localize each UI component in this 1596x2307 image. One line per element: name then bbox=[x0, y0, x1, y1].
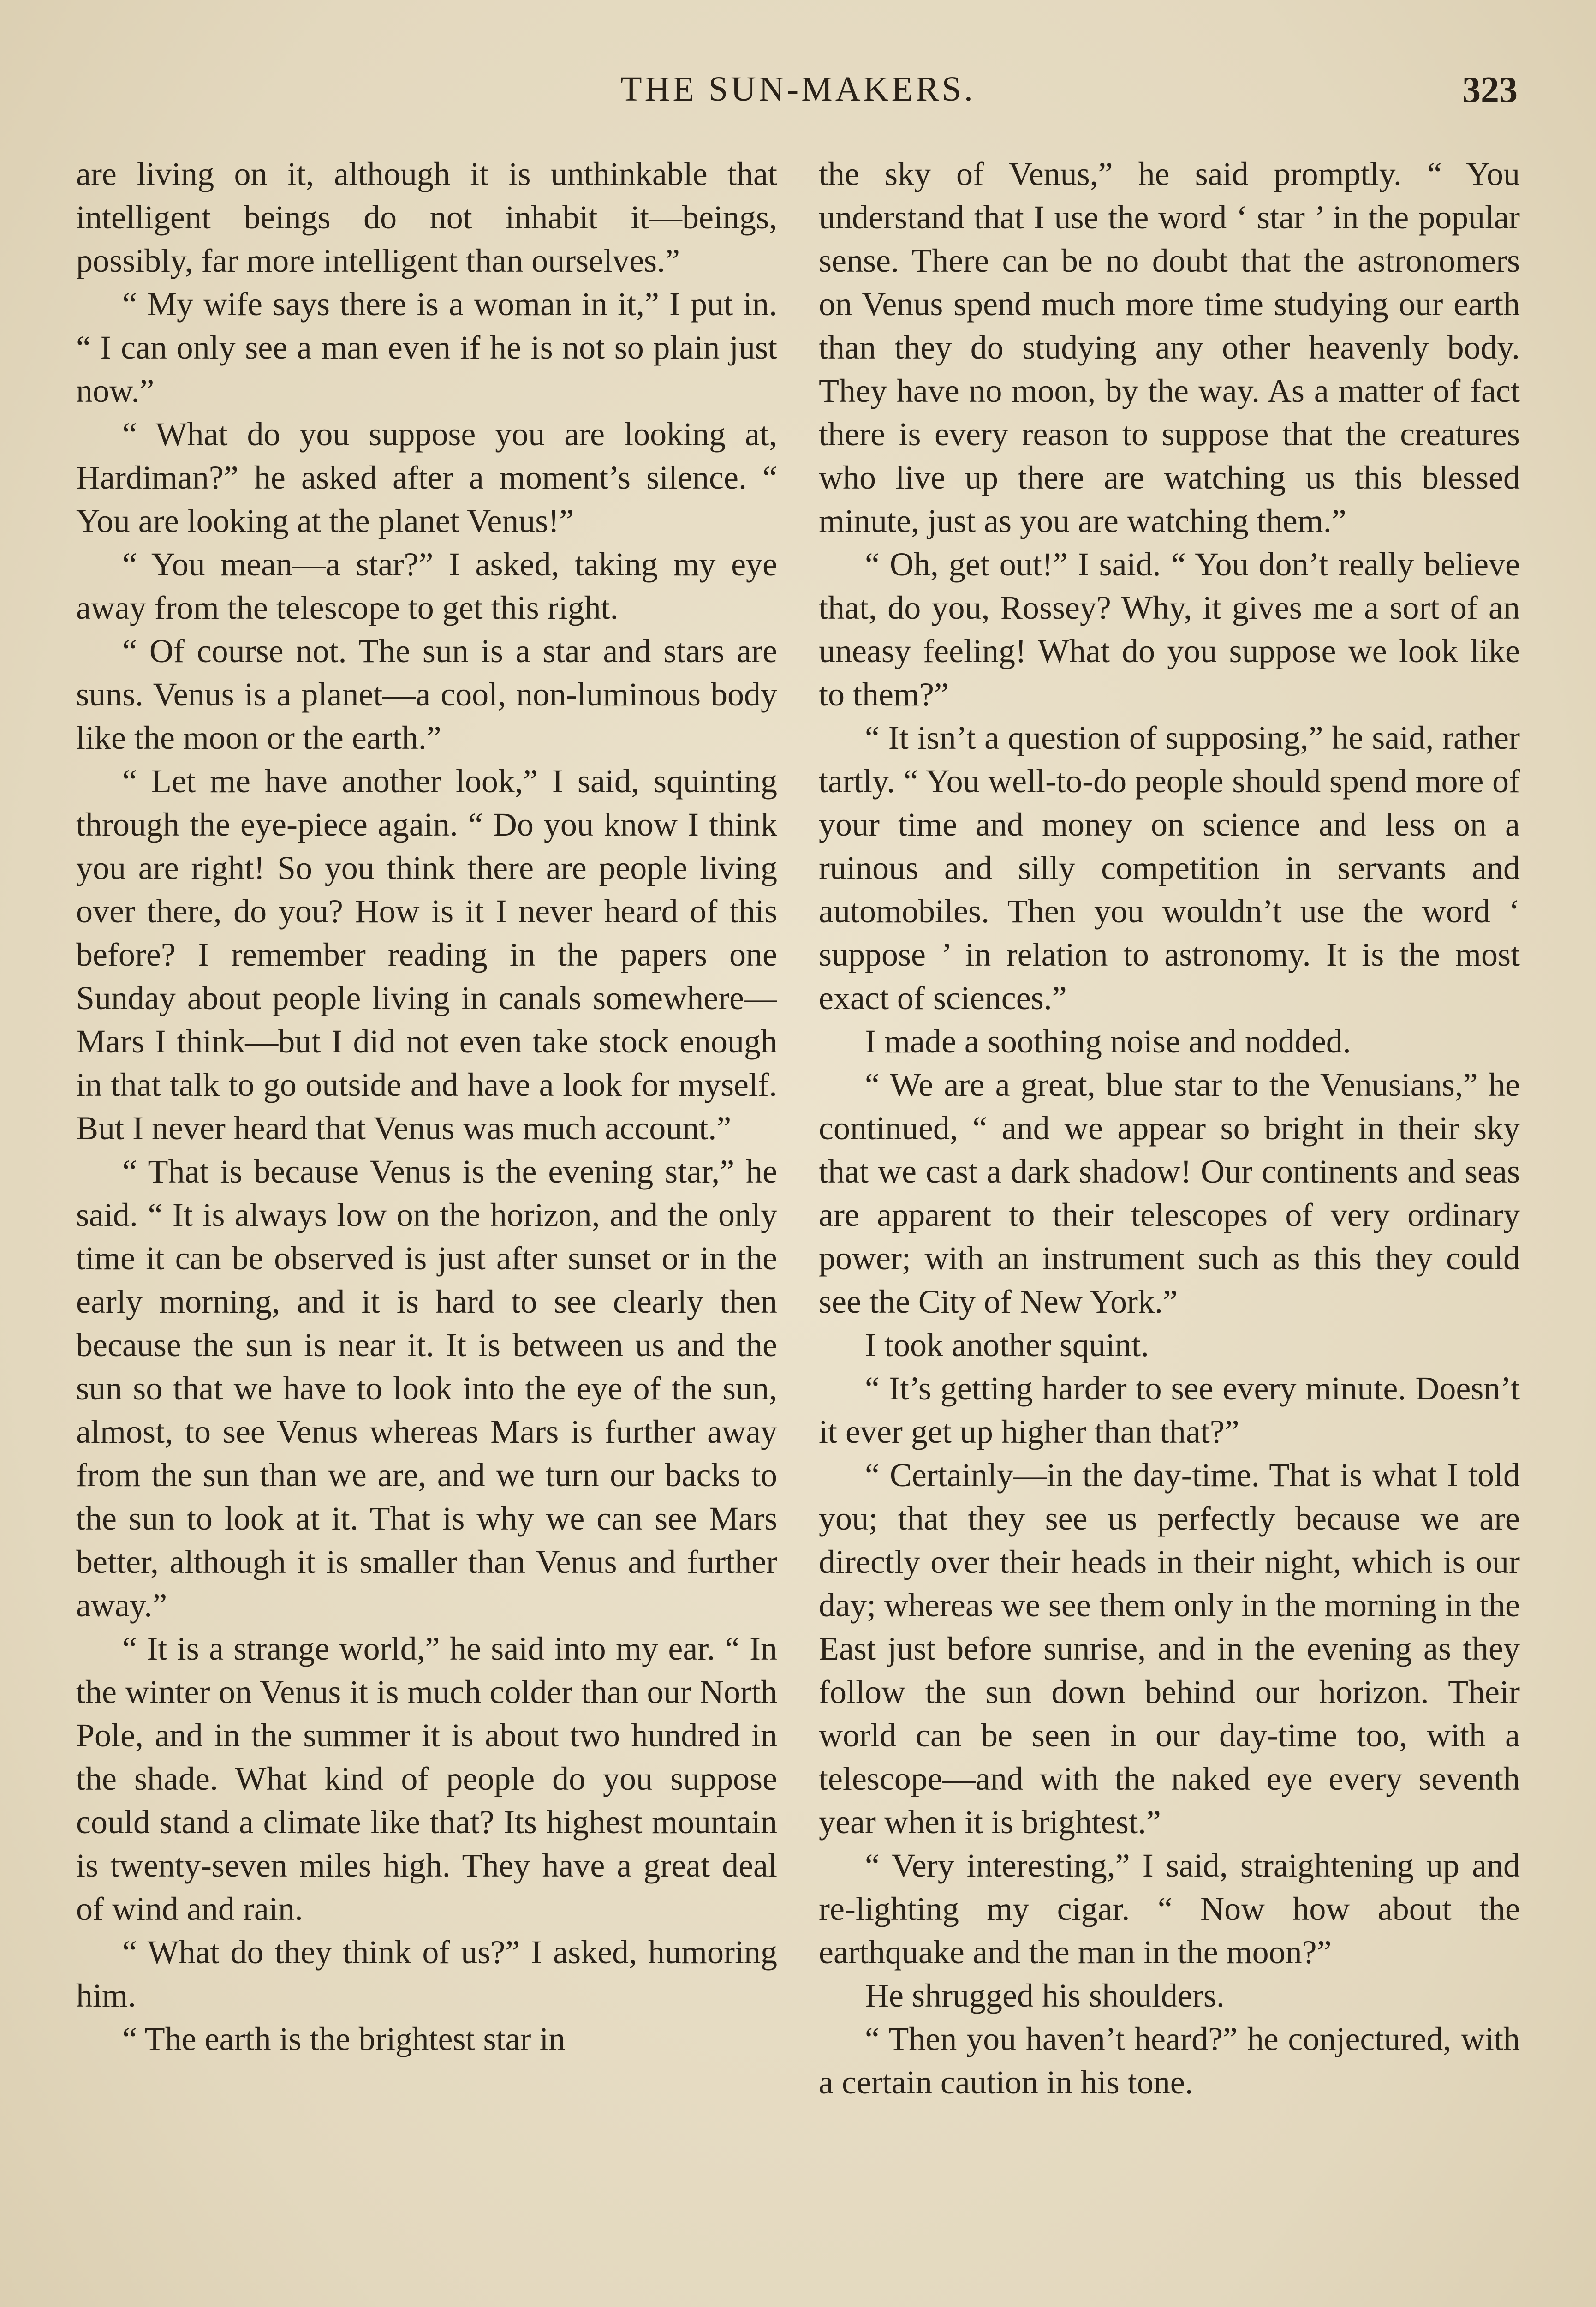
paragraph: “ Certainly—in the day-time. That is what I told you; that they see us perfectly because we are directly over their heads in their night, which is our day; whereas we see them only in the morning in the East just before sunrise, and in the evening as they follow the sun down behind our horizon. Their world can be seen in our day-time too, with a telescope—and with the naked eye every seventh year when it is brightest.” bbox=[819, 1457, 1520, 1841]
paragraph: “ The earth is the brightest star in bbox=[122, 2020, 566, 2057]
text-columns bbox=[76, 152, 1520, 2307]
paragraph: “ It’s getting harder to see every minute. Doesn’t it ever get up higher than that?” bbox=[819, 1370, 1520, 1450]
page-header bbox=[0, 69, 1596, 120]
paragraph: “ Oh, get out!” I said. “ You don’t really believe that, do you, Rossey? Why, it gives me a sort of an uneasy feeling! What do you suppose we look like to them?” bbox=[819, 546, 1520, 713]
right-column bbox=[819, 152, 1520, 2307]
left-column bbox=[76, 152, 777, 2307]
paragraph: the sky of Venus,” he said promptly. “ You understand that I use the word ‘ star ’ in the popular sense. There can be no doubt that the astronomers on Venus spend much more time studying our earth than they do studying any other heavenly body. They have no moon, by the way. As a matter of fact there is every reason to suppose that the creatures who live up there are watching us this blessed minute, just as you are watching them.” bbox=[819, 155, 1520, 539]
paragraph: “ Let me have another look,” I said, squinting through the eye-piece again. “ Do you know I think you are right! So you think there are people living over there, do you? How is it I never heard of this before? I remember reading in the papers one Sunday about people living in canals somewhere—Mars I think—but I did not even take stock enough in that talk to go outside and have a look for myself. But I never heard that Venus was much account.” bbox=[76, 763, 777, 1147]
paragraph: “ We are a great, blue star to the Venusians,” he continued, “ and we appear so bright in their sky that we cast a dark shadow! Our continents and seas are apparent to their telescopes of very ordinary power; with an instrument such as this they could see the City of New York.” bbox=[819, 1066, 1520, 1320]
paragraph: “ What do they think of us?” I asked, humoring him. bbox=[76, 1934, 777, 2014]
paragraph: “ It isn’t a question of supposing,” he said, rather tartly. “ You well-to-do people should spend more of your time and money on science and less on a ruinous and silly competition in servants and automobiles. Then you wouldn’t use the word ‘ suppose ’ in relation to astronomy. It is the most exact of sciences.” bbox=[819, 719, 1520, 1016]
paragraph: “ You mean—a star?” I asked, taking my eye away from the telescope to get this right. bbox=[76, 546, 777, 626]
paragraph: “ It is a strange world,” he said into my ear. “ In the winter on Venus it is much colder than our North Pole, and in the summer it is about two hundred in the shade. What kind of people do you suppose could stand a climate like that? Its highest mountain is twenty-seven miles high. They have a great deal of wind and rain. bbox=[76, 1630, 777, 1927]
paragraph: are living on it, although it is unthinkable that intelligent beings do not inhabit it—beings, possibly, far more intelligent than ourselves.” bbox=[76, 155, 777, 279]
paragraph: He shrugged his shoulders. bbox=[865, 1977, 1225, 2014]
paragraph: “ My wife says there is a woman in it,” I put in. “ I can only see a man even if he is not so plain just now.” bbox=[76, 286, 777, 409]
paragraph: “ Of course not. The sun is a star and stars are suns. Venus is a planet—a cool, non-luminous body like the moon or the earth.” bbox=[76, 633, 777, 756]
running-title: THE SUN-MAKERS. bbox=[620, 70, 976, 108]
paragraph: “ What do you suppose you are looking at, Hardiman?” he asked after a moment’s silence. “ You are looking at the planet Venus!” bbox=[76, 416, 777, 539]
paragraph: “ Then you haven’t heard?” he conjectured, with a certain caution in his tone. bbox=[819, 2020, 1520, 2101]
page-number: 323 bbox=[1462, 70, 1518, 110]
paragraph: I took another squint. bbox=[865, 1327, 1149, 1363]
paragraph: I made a soothing noise and nodded. bbox=[865, 1023, 1351, 1060]
paragraph: “ Very interesting,” I said, straightening up and re-lighting my cigar. “ Now how about the earthquake and the man in the moon?” bbox=[819, 1847, 1520, 1971]
paragraph: “ That is because Venus is the evening star,” he said. “ It is always low on the horizon, and the only time it can be observed is just after sunset or in the early morning, and it is hard to see clearly then because the sun is near it. It is between us and the sun so that we have to look into the eye of the sun, almost, to see Venus whereas Mars is further away from the sun than we are, and we turn our backs to the sun to look at it. That is why we can see Mars better, although it is smaller than Venus and further away.” bbox=[76, 1153, 777, 1624]
